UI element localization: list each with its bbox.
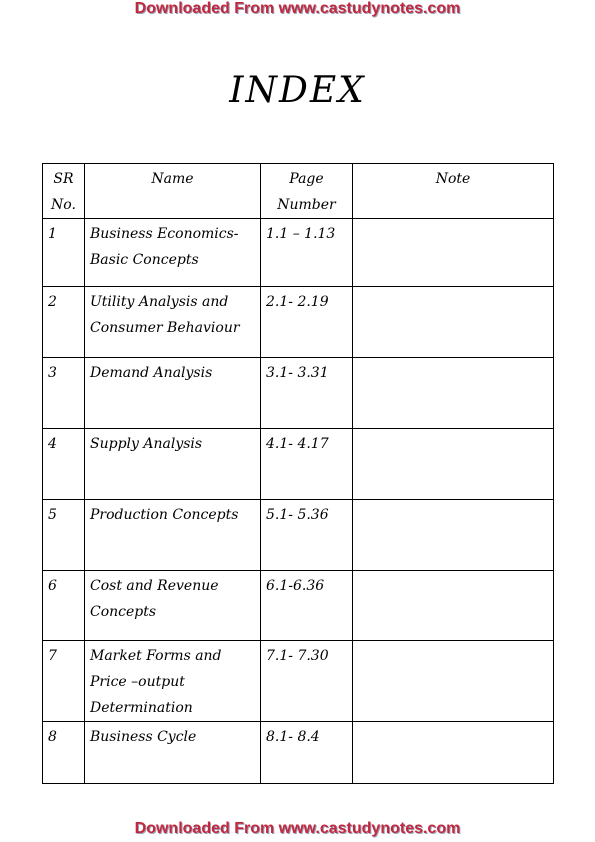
watermark-bottom: Downloaded From www.castudynotes.com: [134, 820, 461, 837]
row-page: 5.1- 5.36: [261, 500, 353, 571]
row-page: 2.1- 2.19: [261, 287, 353, 358]
table-row: [43, 219, 554, 287]
table-row: [43, 287, 554, 358]
row-page: 8.1- 8.4: [261, 722, 353, 784]
header-sr-line2: No.: [51, 197, 76, 213]
row-note: [353, 500, 554, 571]
table-row: [43, 500, 554, 571]
row-note: [353, 722, 554, 784]
row-page: 1.1 – 1.13: [261, 219, 353, 287]
row-name: Production Concepts: [85, 500, 261, 571]
row-name: Demand Analysis: [85, 358, 261, 429]
row-page: 4.1- 4.17: [261, 429, 353, 500]
table-header-row: [43, 164, 554, 219]
row-note: [353, 219, 554, 287]
row-page: 6.1-6.36: [261, 571, 353, 641]
row-note: [353, 641, 554, 722]
row-name: Business Cycle: [85, 722, 261, 784]
row-sr: 1: [43, 219, 85, 287]
row-sr: 2: [43, 287, 85, 358]
header-sr-line1: SR: [53, 171, 74, 187]
row-note: [353, 571, 554, 641]
row-sr: 3: [43, 358, 85, 429]
page-title: INDEX: [229, 70, 366, 111]
header-name: Name: [85, 164, 261, 219]
row-sr: 7: [43, 641, 85, 722]
row-sr: 8: [43, 722, 85, 784]
header-page-line2: Number: [277, 197, 336, 213]
header-page-number: [261, 164, 353, 219]
row-page: 7.1- 7.30: [261, 641, 353, 722]
table-row: [43, 429, 554, 500]
row-sr: 4: [43, 429, 85, 500]
row-name: Utility Analysis and Consumer Behaviour: [85, 287, 261, 358]
table-row: [43, 358, 554, 429]
row-name: Cost and Revenue Concepts: [85, 571, 261, 641]
row-note: [353, 429, 554, 500]
row-page: 3.1- 3.31: [261, 358, 353, 429]
table-row: [43, 722, 554, 784]
row-name: Market Forms and Price –output Determination: [85, 641, 261, 722]
row-note: [353, 358, 554, 429]
table-row: [43, 641, 554, 722]
header-sr-no: [43, 164, 85, 219]
row-note: [353, 287, 554, 358]
row-name: Business Economics- Basic Concepts: [85, 219, 261, 287]
row-sr: 5: [43, 500, 85, 571]
row-sr: 6: [43, 571, 85, 641]
index-table: [42, 163, 554, 784]
header-note: Note: [353, 164, 554, 219]
watermark-top: Downloaded From www.castudynotes.com: [134, 0, 461, 17]
row-name: Supply Analysis: [85, 429, 261, 500]
header-page-line1: Page: [289, 171, 324, 187]
table-row: [43, 571, 554, 641]
